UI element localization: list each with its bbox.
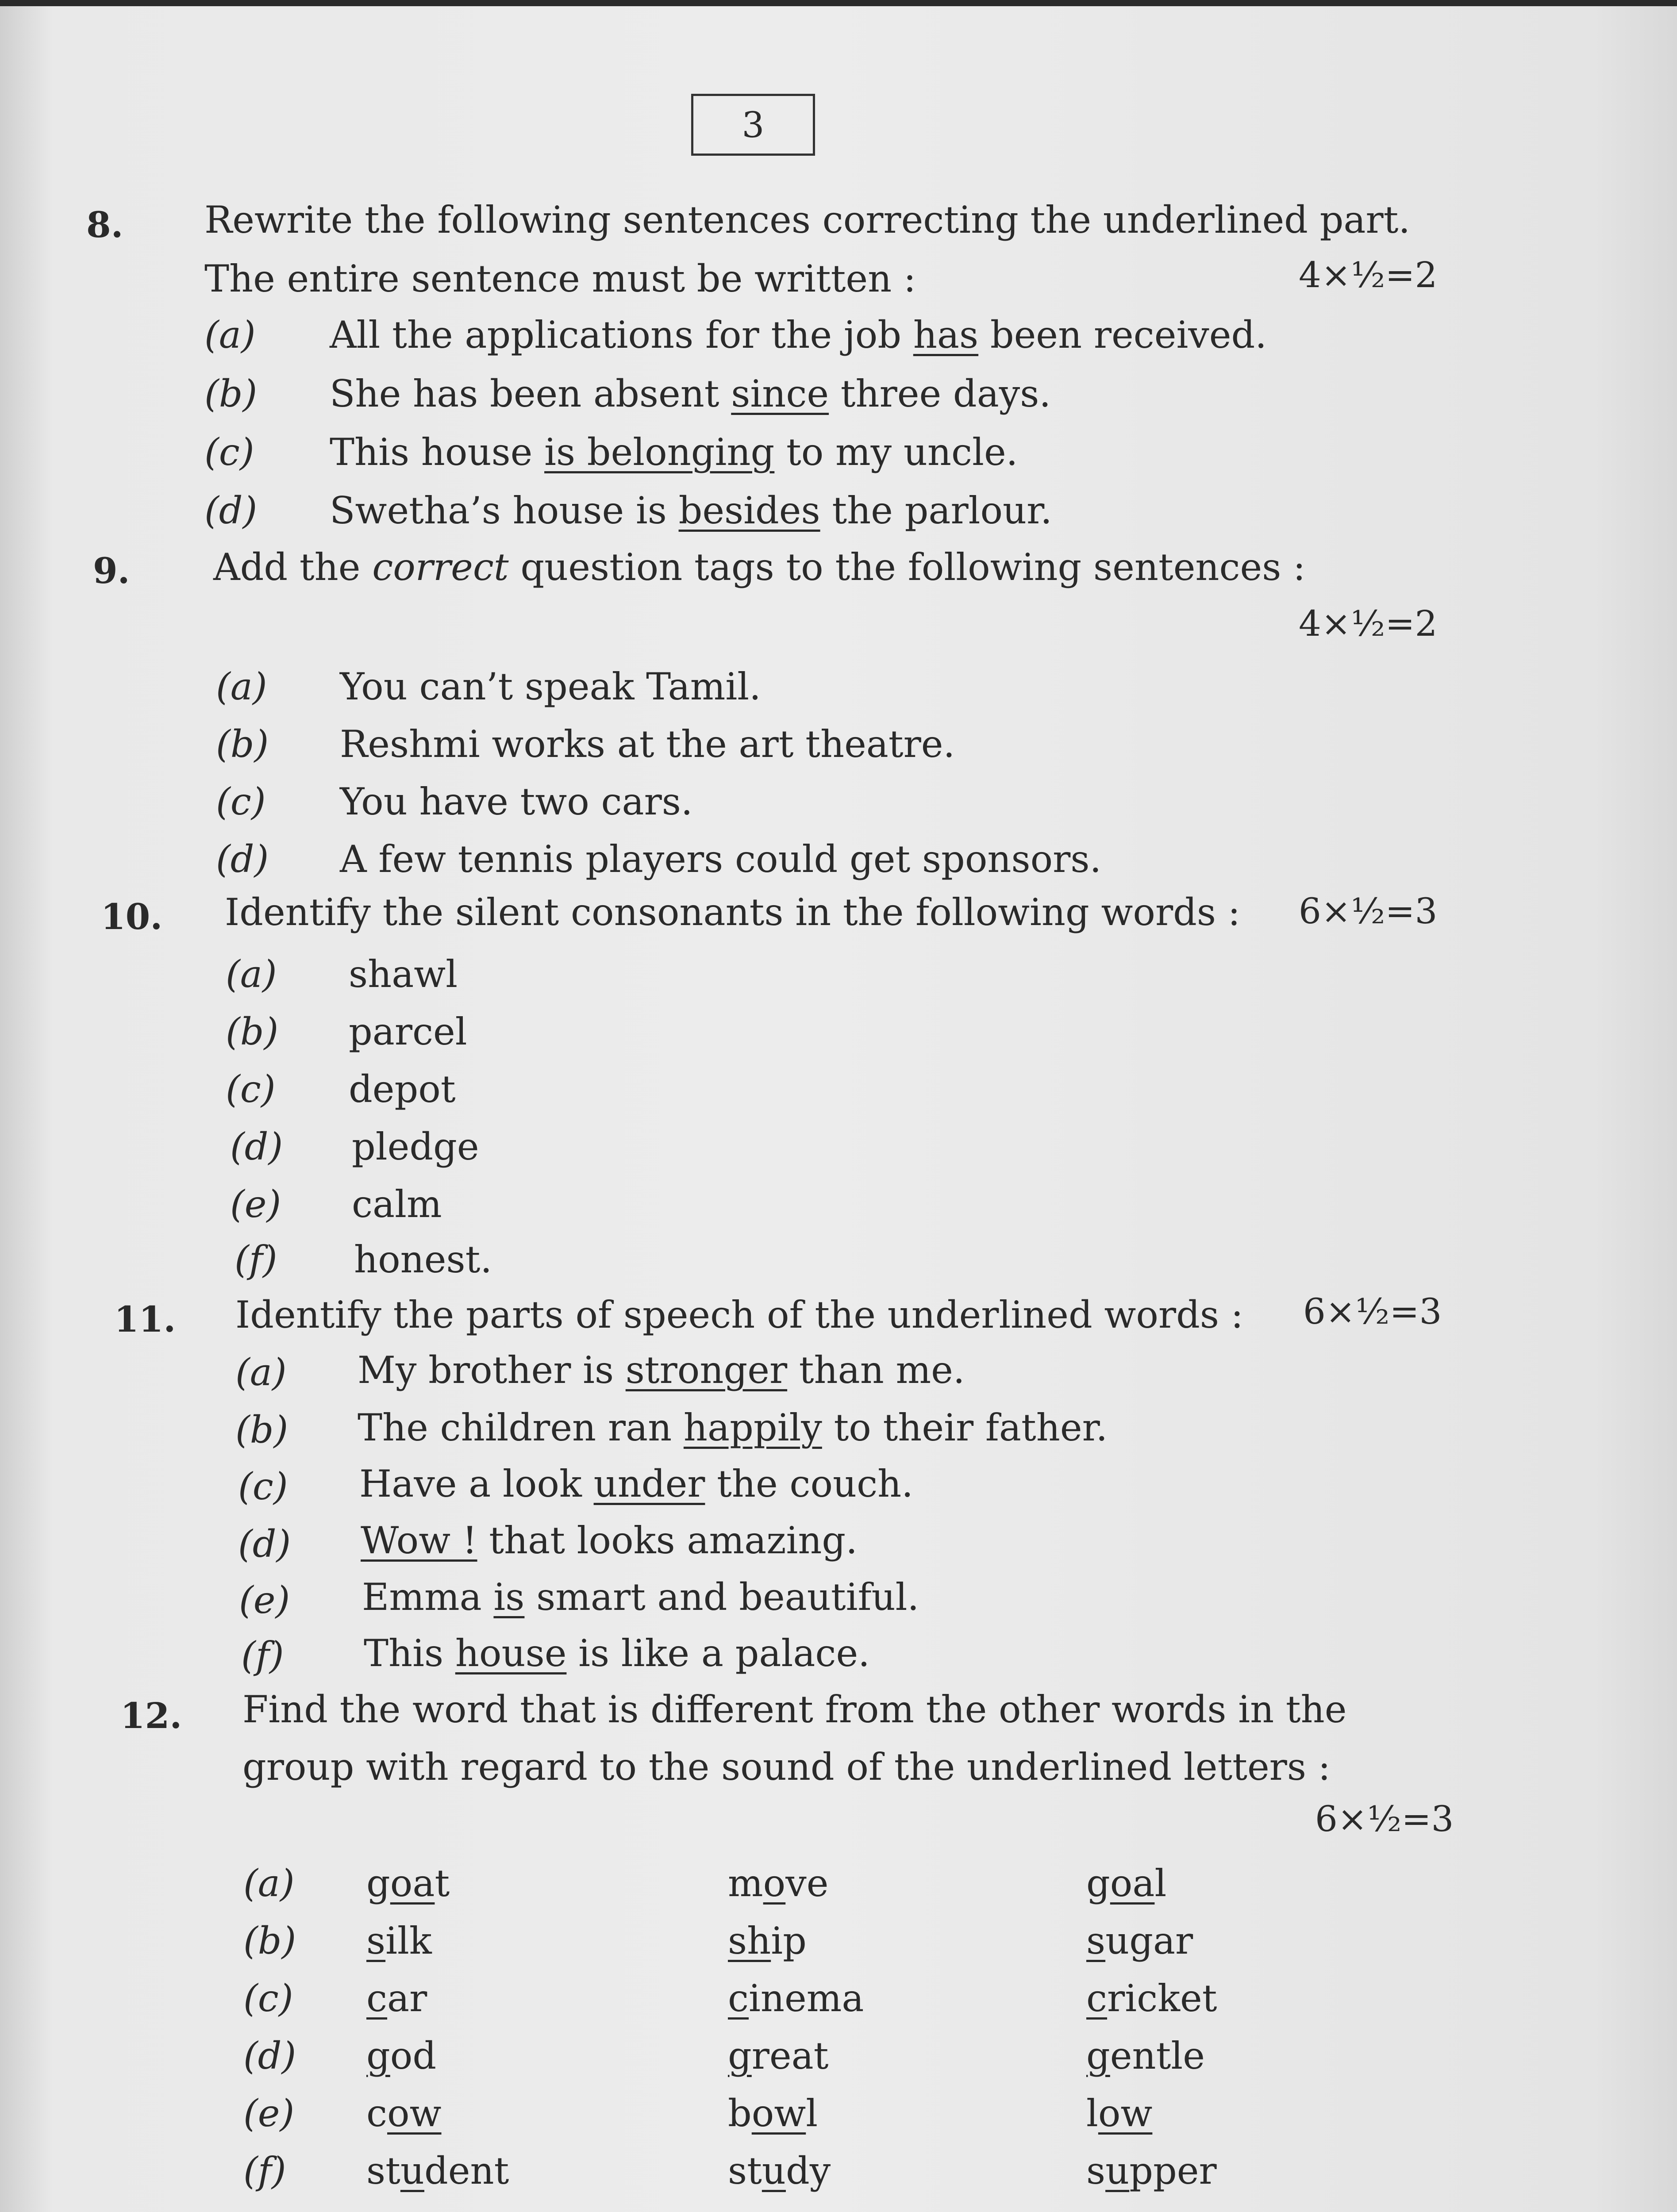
q9-item-a-label: (a): [216, 665, 267, 708]
q12-word: ship: [728, 1919, 807, 1962]
underlined-letters: g: [728, 2034, 752, 2078]
q9-item-a: You can’t speak Tamil.: [340, 665, 761, 708]
q9-item-d: A few tennis players could get sponsors.: [340, 837, 1102, 881]
question-9-number: 9.: [93, 550, 130, 591]
q10-item-d: pledge: [352, 1125, 479, 1168]
q9-item-c-label: (c): [216, 780, 266, 823]
q9-item-d-label: (d): [216, 837, 269, 881]
q12-word: supper: [1086, 2149, 1217, 2193]
underlined-part: under: [593, 1462, 705, 1505]
q8-item-a: All the applications for the job has been received.: [330, 313, 1267, 357]
q12-word: goal: [1086, 1862, 1167, 1905]
question-8-instruction-line1: Rewrite the following sentences correcting the underlined part.: [204, 198, 1411, 242]
q11-item-c: Have a look under the couch.: [359, 1462, 913, 1505]
underlined-letters: sh: [728, 1919, 771, 1962]
q12-word: move: [728, 1862, 829, 1905]
q11-item-a: My brother is stronger than me.: [358, 1348, 965, 1392]
q11-item-f-label: (f): [241, 1634, 284, 1677]
question-8-instruction-line2: The entire sentence must be written :: [204, 257, 916, 300]
q12-row-label: (f): [243, 2149, 286, 2193]
q11-item-e-label: (e): [239, 1578, 290, 1622]
q8-item-c-label: (c): [204, 430, 254, 474]
q11-item-b-label: (b): [235, 1408, 288, 1452]
q10-item-f-label: (f): [235, 1238, 277, 1281]
q12-word: student: [366, 2149, 509, 2193]
underlined-letters: g: [366, 2034, 390, 2078]
underlined-letters: u: [400, 2149, 424, 2193]
underlined-letters: s: [366, 1919, 386, 1962]
question-8-marks: 4×½=2: [1299, 254, 1438, 296]
q12-word: great: [728, 2034, 829, 2078]
underlined-letters: oa: [390, 1862, 435, 1905]
underlined-part: is belonging: [544, 430, 775, 474]
underlined-letters: s: [1086, 1919, 1106, 1962]
q12-word: bowl: [728, 2092, 818, 2135]
q12-word: sugar: [1086, 1919, 1193, 1962]
underlined-letters: ow: [1098, 2092, 1153, 2135]
underlined-letters: c: [366, 1977, 388, 2020]
question-12-instruction-line2: group with regard to the sound of the underlined letters :: [242, 1745, 1331, 1789]
question-8-number: 8.: [86, 204, 123, 246]
q11-item-d-label: (d): [238, 1522, 291, 1566]
underlined-part: house: [455, 1632, 567, 1675]
q12-row-label: (b): [243, 1919, 296, 1962]
underlined-letters: ow: [751, 2092, 806, 2135]
q12-word: silk: [366, 1919, 432, 1962]
q11-item-f: This house is like a palace.: [364, 1632, 870, 1675]
q12-row-label: (c): [243, 1977, 293, 2020]
question-12-marks: 6×½=3: [1315, 1798, 1454, 1839]
q10-item-c-label: (c): [226, 1068, 276, 1111]
q12-row-label: (e): [243, 2092, 295, 2135]
q12-word: goat: [366, 1862, 450, 1905]
question-10-instruction: Identify the silent consonants in the following words :: [225, 891, 1240, 934]
underlined-letters: ow: [387, 2092, 442, 2135]
q9-item-c: You have two cars.: [340, 780, 693, 823]
question-11-marks: 6×½=3: [1303, 1291, 1442, 1332]
underlined-part: besides: [678, 489, 820, 532]
page-number-box: [691, 94, 815, 156]
underlined-part: stronger: [625, 1348, 788, 1392]
question-10-number: 10.: [101, 896, 163, 937]
q9-item-b-label: (b): [216, 722, 269, 766]
page-edge-shadow: [0, 0, 1677, 6]
q10-item-f: honest.: [354, 1238, 492, 1281]
q8-item-b-label: (b): [204, 372, 258, 415]
underlined-letters: o: [763, 1862, 786, 1905]
question-9-marks: 4×½=2: [1299, 603, 1438, 644]
underlined-letters: u: [762, 2149, 786, 2193]
question-9-instruction: Add the correct question tags to the following sentences :: [213, 545, 1306, 589]
q8-item-d: Swetha’s house is besides the parlour.: [330, 489, 1052, 532]
question-12-number: 12.: [120, 1695, 182, 1736]
q10-item-a-label: (a): [226, 952, 277, 996]
underlined-letters: c: [1086, 1977, 1108, 2020]
q10-item-b-label: (b): [226, 1010, 279, 1053]
q11-item-e: Emma is smart and beautiful.: [362, 1575, 919, 1619]
q8-item-c: This house is belonging to my uncle.: [330, 430, 1018, 474]
question-10-marks: 6×½=3: [1299, 891, 1438, 932]
q12-word: gentle: [1086, 2034, 1205, 2078]
q10-item-d-label: (d): [230, 1125, 283, 1168]
q12-word: car: [366, 1977, 427, 2020]
q10-item-a: shawl: [349, 952, 458, 996]
underlined-part: happily: [683, 1406, 822, 1449]
q12-word: god: [366, 2034, 437, 2078]
q12-row-label: (a): [243, 1862, 295, 1905]
q12-word: study: [728, 2149, 831, 2193]
q9-item-b: Reshmi works at the art theatre.: [340, 722, 955, 766]
q12-word: cricket: [1086, 1977, 1217, 2020]
q12-word: low: [1086, 2092, 1153, 2135]
underlined-letters: u: [1105, 2149, 1130, 2193]
q12-word: cow: [366, 2092, 442, 2135]
q12-word: cinema: [728, 1977, 864, 2020]
underlined-letters: g: [1086, 2034, 1110, 2078]
q8-item-a-label: (a): [204, 313, 256, 357]
q10-item-c: depot: [349, 1068, 456, 1111]
question-11-instruction: Identify the parts of speech of the underlined words :: [235, 1293, 1243, 1336]
question-11-number: 11.: [114, 1298, 176, 1340]
q8-item-b: She has been absent since three days.: [330, 372, 1051, 415]
q12-row-label: (d): [243, 2034, 296, 2078]
question-12-instruction-line1: Find the word that is different from the other words in the: [242, 1688, 1347, 1731]
underlined-part: has: [913, 313, 979, 357]
q10-item-b: parcel: [349, 1010, 467, 1053]
page-number: 3: [742, 104, 765, 146]
q10-item-e-label: (e): [230, 1183, 281, 1226]
q10-item-e: calm: [352, 1183, 442, 1226]
underlined-part: since: [731, 372, 829, 415]
underlined-part: is: [493, 1575, 525, 1619]
q11-item-b: The children ran happily to their father.: [358, 1406, 1108, 1449]
q8-item-d-label: (d): [204, 489, 258, 532]
underlined-letters: oa: [1110, 1862, 1155, 1905]
underlined-part: Wow !: [361, 1519, 477, 1562]
q11-item-a-label: (a): [235, 1351, 287, 1394]
q11-item-c-label: (c): [238, 1465, 288, 1508]
underlined-letters: c: [728, 1977, 749, 2020]
q11-item-d: Wow ! that looks amazing.: [361, 1519, 858, 1562]
